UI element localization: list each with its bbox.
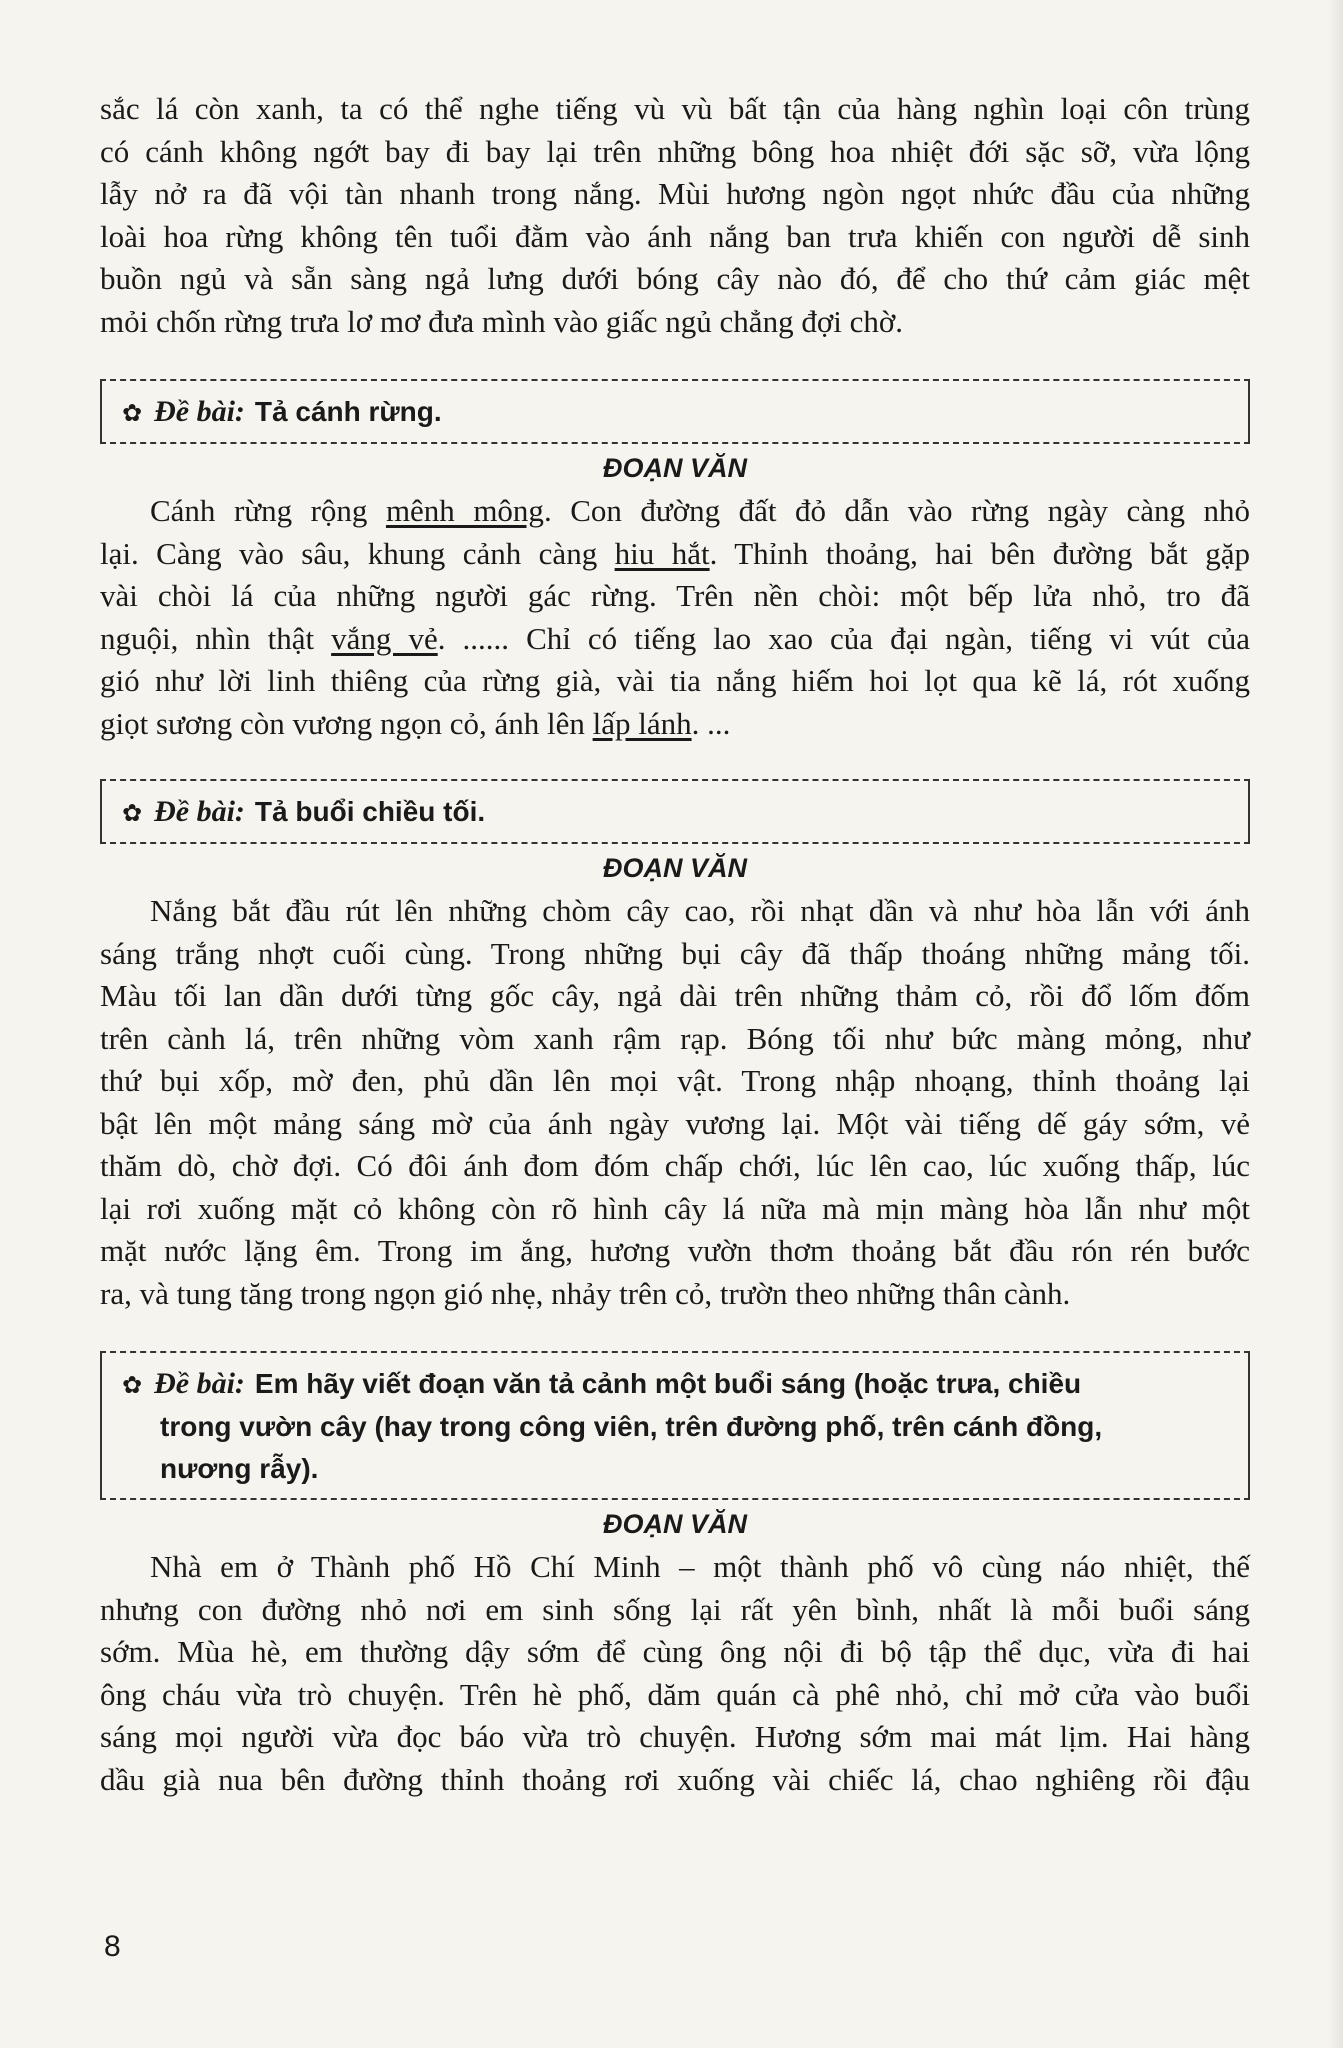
text-line: mặt nước lặng êm. Trong im ắng, hương vườn thơm thoảng bắt đầu rón rén bước [100, 1233, 1250, 1268]
text-line: có cánh không ngớt bay đi bay lại trên những bông hoa nhiệt đới sặc sỡ, vừa lộng [100, 133, 1250, 169]
intro-paragraph [100, 88, 1250, 343]
text-line: buồn ngủ và sẵn sàng ngả lưng dưới bóng cây nào đó, để cho thứ cảm giác mệt [100, 261, 1250, 296]
text-line: gió như lời linh thiêng của rừng già, vài tia nắng hiếm hoi lọt qua kẽ lá, rót xuống [100, 663, 1250, 698]
text-line: mỏi chốn rừng trưa lơ mơ đưa mình vào giấc ngủ chẳng đợi chờ. [100, 303, 903, 339]
text-line: vài chòi lá của những người gác rừng. Trên nền chòi: một bếp lửa nhỏ, tro đã [100, 578, 1250, 613]
underlined-word: hiu hắt [614, 535, 710, 571]
essay-paragraph [100, 890, 1250, 1315]
underlined-word: lấp lánh [592, 705, 692, 741]
prompt-label: Đề bài: [154, 395, 245, 428]
prompt-box [100, 779, 1250, 844]
text-line: nhưng con đường nhỏ nơi em sinh sống lại rất yên bình, nhất là mỗi buổi sáng [100, 1591, 1250, 1627]
page-number: 8 [104, 1930, 121, 1963]
exercise-sections [100, 379, 1250, 1801]
underlined-word: mênh mông [385, 493, 544, 528]
text-line: thăm dò, chờ đợi. Có đôi ánh đom đóm chấp chới, lúc lên cao, lúc xuống thấp, lúc [100, 1148, 1250, 1183]
text-line: sáng trắng nhợt cuối cùng. Trong những bụi cây đã thấp thoáng những mảng tối. [100, 935, 1250, 971]
text-line: loài hoa rừng không tên tuổi đằm vào ánh nắng ban trưa khiến con người dễ sinh [100, 218, 1250, 254]
prompt-text: Tả cánh rừng. [254, 396, 442, 427]
section-heading: ĐOẠN VĂN [602, 853, 747, 883]
text-line: Cánh rừng rộng mênh mông. Con đường đất đỏ dẫn vào rừng ngày càng nhỏ [150, 493, 1250, 528]
text-line: thứ bụi xốp, mờ đen, phủ dần lên mọi vật. Trong nhập nhoạng, thỉnh thoảng lại [100, 1063, 1250, 1098]
section-heading: ĐOẠN VĂN [602, 453, 747, 483]
text-line: ông cháu vừa trò chuyện. Trên hè phố, dăm quán cà phê nhỏ, chỉ mở cửa vào buổi [100, 1676, 1250, 1712]
prompt-label: Đề bài: [154, 1367, 245, 1400]
essay-paragraph [100, 1546, 1250, 1801]
text-line: lại rơi xuống mặt cỏ không còn rõ hình cây lá nữa mà mịn màng hòa lẫn như một [100, 1190, 1250, 1226]
text-line: nguội, nhìn thật vắng vẻ. ...... Chỉ có tiếng lao xao của đại ngàn, tiếng vi vút của [100, 620, 1250, 656]
prompt-text: Tả buổi chiều tối. [254, 796, 486, 827]
text-line: sắc lá còn xanh, ta có thể nghe tiếng vù vù bất tận của hàng nghìn loại côn trùng [100, 91, 1250, 126]
flower-bullet-icon: ✿ [122, 1371, 143, 1399]
text-line: bật lên một mảng sáng mờ của ánh ngày vương lại. Một vài tiếng dế gáy sớm, vẻ [100, 1105, 1250, 1141]
text-line: dầu già nua bên đường thỉnh thoảng rơi xuống vài chiếc lá, chao nghiêng rồi đậu [100, 1761, 1250, 1797]
flower-bullet-icon: ✿ [122, 399, 143, 427]
text-line: Nhà em ở Thành phố Hồ Chí Minh – một thành phố vô cùng náo nhiệt, thế [150, 1549, 1250, 1584]
text-line: sáng mọi người vừa đọc báo vừa trò chuyện. Hương sớm mai mát lịm. Hai hàng [100, 1719, 1250, 1754]
text-line: Màu tối lan dần dưới từng gốc cây, ngả dài trên những thảm cỏ, rồi đổ lốm đốm [100, 978, 1250, 1013]
essay-paragraph [100, 490, 1250, 745]
text-line: trên cành lá, trên những vòm xanh rậm rạp. Bóng tối như bức màng mỏng, như [100, 1020, 1250, 1056]
section-heading: ĐOẠN VĂN [602, 1509, 747, 1539]
text-line: Nắng bắt đầu rút lên những chòm cây cao, rồi nhạt dần và như hòa lẫn với ánh [150, 893, 1250, 928]
text-line: lại. Càng vào sâu, khung cảnh càng hiu hắt. Thỉnh thoảng, hai bên đường bắt gặp [100, 535, 1250, 571]
prompt-box [100, 1351, 1250, 1500]
book-page [100, 88, 1250, 1801]
prompt-label: Đề bài: [154, 795, 245, 828]
underlined-word: vắng vẻ [331, 620, 438, 656]
prompt-text: trong vườn cây (hay trong công viên, trên đường phố, trên cánh đồng, [160, 1411, 1103, 1442]
text-line: giọt sương còn vương ngọn cỏ, ánh lên lấp lánh. ... [100, 705, 731, 741]
prompt-box [100, 379, 1250, 444]
text-line: lẫy nở ra đã vội tàn nhanh trong nắng. Mùi hương ngòn ngọt nhức đầu của những [100, 176, 1250, 211]
text-line: sớm. Mùa hè, em thường dậy sớm để cùng ông nội đi bộ tập thể dục, vừa đi hai [100, 1634, 1250, 1669]
flower-bullet-icon: ✿ [122, 799, 143, 827]
text-line: ra, và tung tăng trong ngọn gió nhẹ, nhảy trên cỏ, trườn theo những thân cành. [100, 1275, 1071, 1311]
prompt-text: Em hãy viết đoạn văn tả cảnh một buổi sáng (hoặc trưa, chiều [254, 1368, 1082, 1399]
prompt-text: nương rẫy). [160, 1453, 319, 1484]
page-edge-shadow [1329, 0, 1343, 2048]
